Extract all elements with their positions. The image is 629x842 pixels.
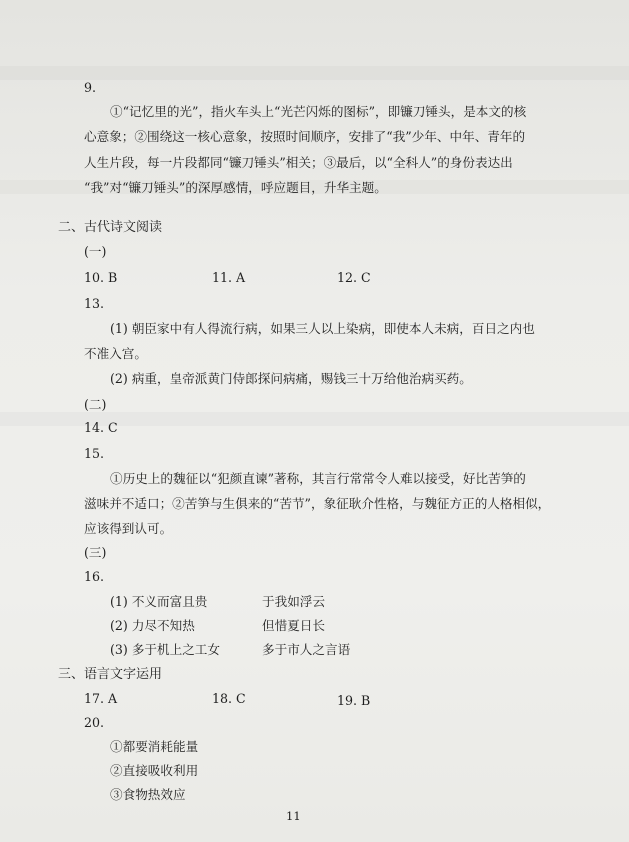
q14-answer: 14. C: [84, 420, 118, 435]
q13-2-line: (2) 病重，皇帝派黄门侍郎探问病痛，赐钱三十万给他治病买药。: [110, 371, 472, 386]
q16-2-first: (2) 力尽不知热: [110, 618, 195, 633]
q10-answer: 10. B: [84, 270, 118, 285]
section-2-title: 二、古代诗文阅读: [58, 220, 163, 235]
q16-2-second: 但惜夏日长: [262, 618, 325, 633]
q17-answer: 17. A: [84, 691, 118, 706]
q15-line-2: 滋味并不适口；②苦笋与生俱来的“苦节”，象征耿介性格，与魏征方正的人格相似，: [84, 496, 551, 511]
part-3-label: (三): [84, 545, 107, 560]
q16-3-first: (3) 多于机上之工女: [110, 642, 220, 657]
q16-1-first: (1) 不义而富且贵: [110, 594, 208, 609]
q19-answer: 19. B: [337, 693, 371, 708]
q16-3-second: 多于市人之言语: [262, 642, 351, 657]
show-through-text: [0, 66, 629, 80]
q15-number: 15.: [84, 446, 105, 461]
q20-number: 20.: [84, 715, 105, 730]
page-number: 11: [286, 809, 301, 823]
q20-item-2: ②直接吸收利用: [110, 763, 199, 778]
q16-number: 16.: [84, 569, 105, 584]
q18-answer: 18. C: [212, 691, 246, 706]
part-2-label: (二): [84, 397, 107, 412]
q9-line-1: ①“记忆里的光”，指火车头上“光芒闪烁的图标”，即镰刀锤头，是本文的核: [110, 104, 527, 119]
q9-line-2: 心意象；②围绕这一核心意象，按照时间顺序，安排了“我”少年、中年、青年的: [84, 129, 526, 144]
q15-line-3: 应该得到认可。: [84, 521, 173, 536]
q9-line-3: 人生片段，每一片段都同“镰刀锤头”相关；③最后，以“全科人”的身份表达出: [84, 155, 513, 170]
q9-number: 9.: [84, 80, 97, 95]
q16-1-second: 于我如浮云: [262, 594, 325, 609]
q15-line-1: ①历史上的魏征以“犯颜直谏”著称，其言行常常令人难以接受，好比苦笋的: [110, 471, 526, 486]
q20-item-3: ③食物热效应: [110, 787, 186, 802]
q20-item-1: ①都要消耗能量: [110, 739, 199, 754]
q9-line-4: “我”对“镰刀锤头”的深厚感情，呼应题目，升华主题。: [84, 180, 387, 195]
q13-number: 13.: [84, 296, 105, 311]
q13-1-line-1: (1) 朝臣家中有人得流行病，如果三人以上染病，即使本人未病，百日之内也: [110, 321, 535, 336]
q13-1-line-2: 不准入宫。: [84, 346, 147, 361]
part-1-label: (一): [84, 244, 107, 259]
q12-answer: 12. C: [337, 270, 371, 285]
q11-answer: 11. A: [212, 270, 246, 285]
section-3-title: 三、语言文字运用: [58, 667, 163, 682]
